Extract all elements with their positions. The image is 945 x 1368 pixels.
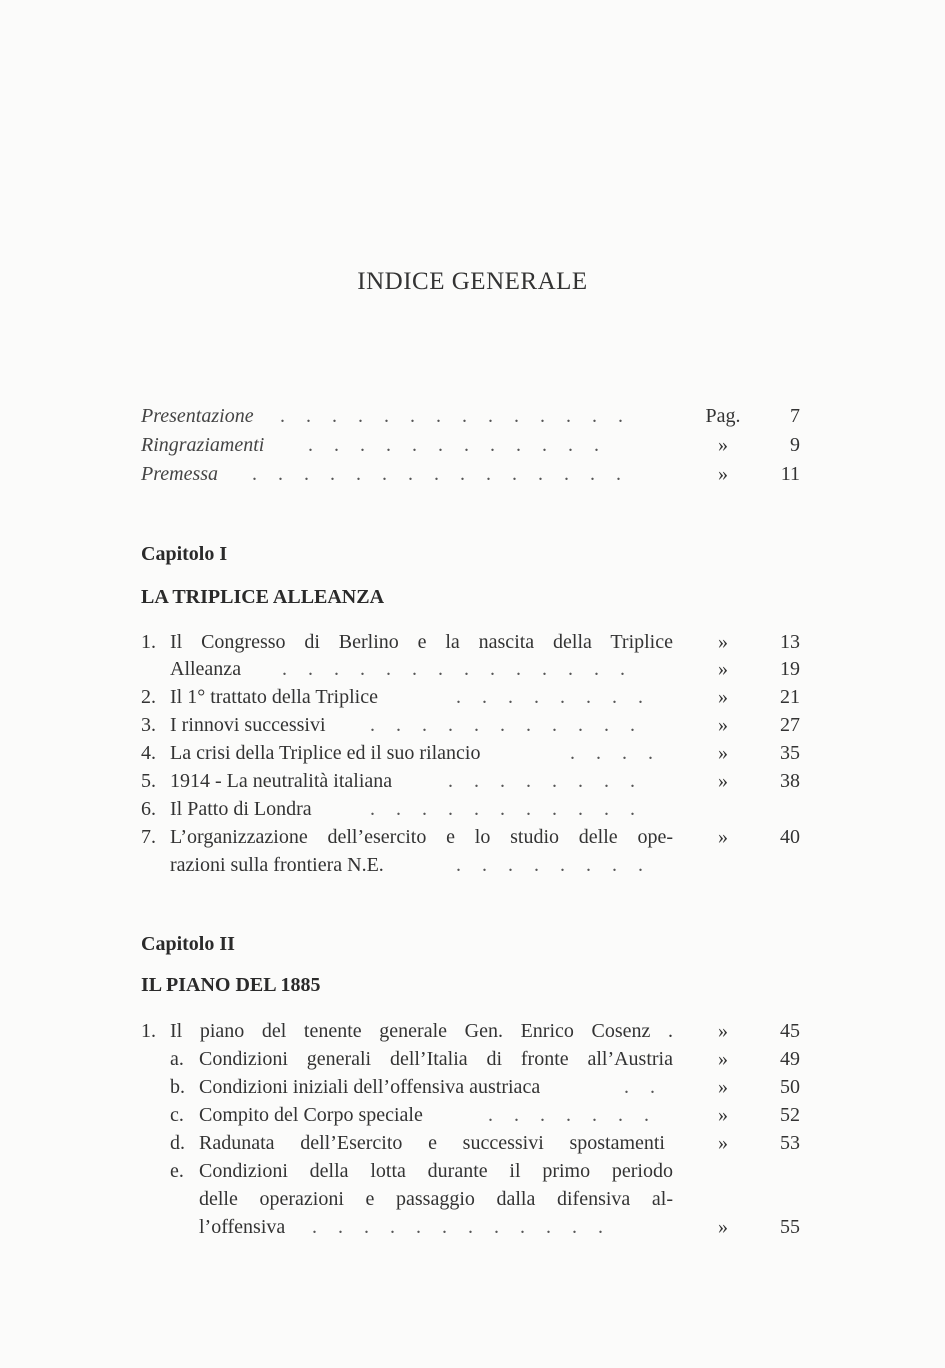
page-number: 38 <box>780 770 800 792</box>
toc-entry <box>0 851 945 879</box>
toc-entry-presentazione <box>0 402 945 430</box>
page-label: » <box>718 714 728 736</box>
page-number: 49 <box>780 1048 800 1070</box>
leader-dots: . . . . . . . <box>488 1104 657 1126</box>
page-number: 7 <box>790 405 800 427</box>
page-number: 45 <box>780 1020 800 1042</box>
page-number: 53 <box>780 1132 800 1154</box>
entry-number: 1. <box>141 1020 156 1042</box>
toc-entry <box>0 1045 945 1073</box>
entry-letter: e. <box>170 1160 184 1182</box>
entry-text: Il Congresso di Berlino e la nascita della Triplice <box>170 631 673 653</box>
leader-dots: . . <box>624 1076 663 1098</box>
entry-text: Il piano del tenente generale Gen. Enrico Cosenz . <box>170 1020 673 1042</box>
toc-entry-label: Presentazione <box>141 405 254 427</box>
chapter-heading: Capitolo I <box>141 543 228 565</box>
toc-entry <box>0 767 945 795</box>
entry-text: Il Patto di Londra <box>170 798 312 820</box>
toc-entry <box>0 739 945 767</box>
leader-dots: . . . . . . . . <box>456 686 651 708</box>
chapter-heading: Capitolo II <box>141 933 235 955</box>
page-label: » <box>718 742 728 764</box>
page-number: 13 <box>780 631 800 653</box>
page-label: » <box>718 1076 728 1098</box>
entry-letter: d. <box>170 1132 185 1154</box>
entry-text: 1914 - La neutralità italiana <box>170 770 393 792</box>
entry-number: 6. <box>141 798 156 820</box>
page-label: » <box>718 770 728 792</box>
toc-entry-ringraziamenti <box>0 431 945 459</box>
entry-text: l’offensiva <box>199 1216 286 1238</box>
entry-text: Condizioni iniziali dell’offensiva austriaca <box>199 1076 541 1098</box>
page-number: 11 <box>780 463 800 485</box>
leader-dots: . . . . . . . . . . . . <box>308 434 607 456</box>
entry-text: Compito del Corpo speciale <box>199 1104 423 1126</box>
page-title: INDICE GENERALE <box>357 268 588 295</box>
page-label: » <box>718 686 728 708</box>
entry-text: delle operazioni e passaggio dalla difensiva al- <box>199 1188 673 1210</box>
entry-number: 4. <box>141 742 156 764</box>
entry-text: La crisi della Triplice ed il suo rilancio <box>170 742 481 764</box>
toc-entry <box>0 1213 945 1241</box>
entry-letter: a. <box>170 1048 184 1070</box>
toc-entry <box>0 1157 945 1185</box>
leader-dots: . . . . . . . . <box>448 770 643 792</box>
toc-entry <box>0 683 945 711</box>
entry-letter: c. <box>170 1104 184 1126</box>
page-label: » <box>718 658 728 680</box>
leader-dots: . . . . . . . . . . . <box>370 798 643 820</box>
toc-entry-label: Ringraziamenti <box>141 434 265 456</box>
entry-number: 3. <box>141 714 156 736</box>
leader-dots: . . . . . . . . . . . . . . <box>280 405 631 427</box>
toc-entry <box>0 795 945 823</box>
chapter-subtitle: LA TRIPLICE ALLEANZA <box>141 586 385 608</box>
page-number: 55 <box>780 1216 800 1238</box>
toc-entry <box>0 655 945 683</box>
page-label: » <box>718 1132 728 1154</box>
leader-dots: . . . . . . . . . . . . . . . <box>252 463 629 485</box>
entry-text: Condizioni della lotta durante il primo periodo <box>199 1160 673 1182</box>
toc-entry-premessa <box>0 460 945 488</box>
entry-number: 2. <box>141 686 156 708</box>
toc-entry <box>0 1017 945 1045</box>
leader-dots: . . . . . . . . <box>456 854 651 876</box>
entry-number: 7. <box>141 826 156 848</box>
page-label: » <box>718 1216 728 1238</box>
leader-dots: . . . . . . . . . . . . <box>312 1216 611 1238</box>
entry-text: I rinnovi successivi <box>170 714 326 736</box>
toc-entry <box>0 1185 945 1213</box>
toc-entry <box>0 1101 945 1129</box>
page-label: » <box>718 826 728 848</box>
leader-dots: . . . . <box>570 742 661 764</box>
entry-number: 1. <box>141 631 156 653</box>
page-label: » <box>718 1104 728 1126</box>
page-label: » <box>718 463 728 485</box>
page-label: » <box>718 631 728 653</box>
page-number: 50 <box>780 1076 800 1098</box>
toc-entry <box>0 1129 945 1157</box>
entry-text: Condizioni generali dell’Italia di fronte all’Austria <box>199 1048 673 1070</box>
entry-text: Il 1° trattato della Triplice <box>170 686 378 708</box>
page-number: 27 <box>780 714 800 736</box>
page-number: 21 <box>780 686 800 708</box>
page-number: 35 <box>780 742 800 764</box>
leader-dots: . . . . . . . . . . . <box>370 714 643 736</box>
entry-text: razioni sulla frontiera N.E. <box>170 854 384 876</box>
entry-letter: b. <box>170 1076 185 1098</box>
page-label: » <box>718 1020 728 1042</box>
toc-entry <box>0 711 945 739</box>
entry-text: L’organizzazione dell’esercito e lo studio delle ope- <box>170 826 673 848</box>
page-label: » <box>718 1048 728 1070</box>
page-label: Pag. <box>705 405 741 427</box>
page-label: » <box>718 434 728 456</box>
page-number: 52 <box>780 1104 800 1126</box>
page-number: 19 <box>780 658 800 680</box>
chapter-subtitle: IL PIANO DEL 1885 <box>141 974 321 996</box>
toc-entry <box>0 1073 945 1101</box>
entry-number: 5. <box>141 770 156 792</box>
page-number: 9 <box>790 434 800 456</box>
toc-entry <box>0 823 945 851</box>
page-number: 40 <box>780 826 800 848</box>
entry-text: Radunata dell’Esercito e successivi spostamenti <box>199 1132 665 1154</box>
toc-entry-label: Premessa <box>141 463 219 485</box>
toc-entry <box>0 628 945 656</box>
entry-text: Alleanza <box>170 658 242 680</box>
leader-dots: . . . . . . . . . . . . . . <box>282 658 633 680</box>
